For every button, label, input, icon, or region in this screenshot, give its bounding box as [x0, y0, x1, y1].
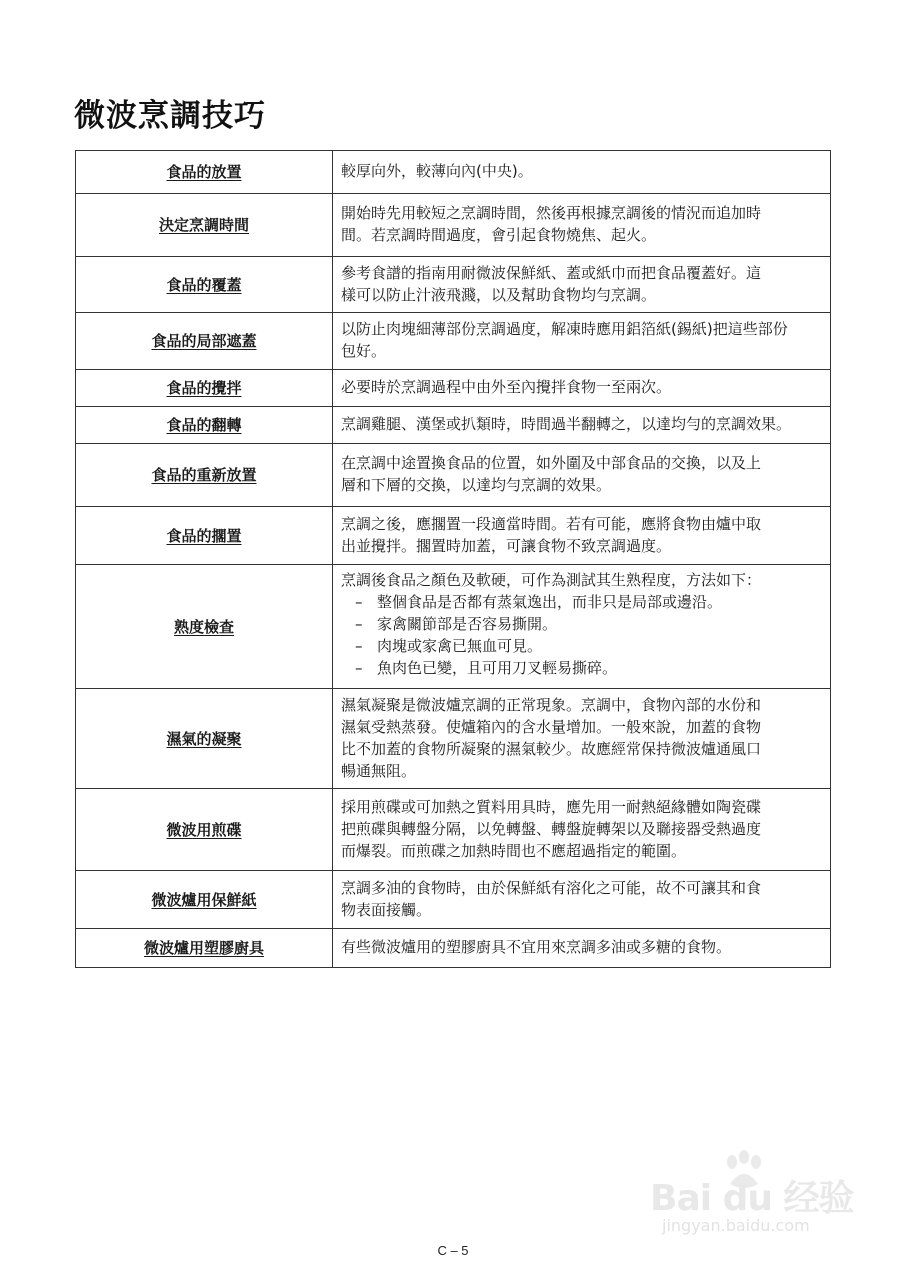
tip-row	[76, 257, 831, 313]
tip-label: 食品的翻轉	[76, 407, 333, 444]
check-list-text: 肉塊或家禽已無血可見。	[377, 637, 543, 655]
check-list-text: 魚肉色已變，且可用刀叉輕易撕碎。	[377, 659, 618, 677]
tip-row	[76, 444, 831, 507]
check-list-item	[355, 635, 820, 657]
tip-row	[76, 929, 831, 968]
tip-label: 熟度檢查	[76, 565, 333, 689]
tip-description	[333, 257, 831, 313]
tip-label: 食品的擱置	[76, 507, 333, 565]
description-line: 包好。	[341, 342, 387, 360]
description-line: 參考食譜的指南用耐微波保鮮紙、蓋或紙巾而把食品覆蓋好。這	[341, 263, 762, 282]
tip-label: 食品的重新放置	[76, 444, 333, 507]
dash-marker: –	[355, 659, 363, 677]
tip-description	[333, 313, 831, 370]
tip-description	[333, 929, 831, 968]
check-list-item	[355, 657, 820, 679]
description-line: 必要時於烹調過程中由外至內攪拌食物一至兩次。	[341, 378, 672, 396]
tip-row	[76, 789, 831, 871]
tip-description	[333, 689, 831, 789]
description-line: 濕氣凝聚是微波爐烹調的正常現象。烹調中，食物內部的水份和	[341, 695, 762, 714]
description-line: 樣可以防止汁液飛濺，以及幫助食物均勻烹調。	[341, 285, 657, 304]
description-line: 濕氣受熱蒸發。使爐箱內的含水量增加。一般來說，加蓋的食物	[341, 717, 762, 736]
tip-label: 食品的局部遮蓋	[76, 313, 333, 370]
description-line: 而爆裂。而煎碟之加熱時間也不應超過指定的範圍。	[341, 841, 687, 860]
tip-description	[333, 871, 831, 929]
description-line: 出並攪拌。擱置時加蓋，可讓食物不致烹調過度。	[341, 536, 672, 555]
tip-row	[76, 370, 831, 407]
tip-description	[333, 789, 831, 871]
description-line: 物表面接觸。	[341, 900, 432, 919]
tip-description	[333, 194, 831, 257]
description-line: 以防止肉塊細薄部份烹調過度，解凍時應用鋁箔紙(錫紙)把這些部份	[341, 320, 788, 338]
tip-label: 微波爐用塑膠廚具	[76, 929, 333, 968]
tip-description	[333, 507, 831, 565]
check-list-item	[355, 591, 820, 613]
description-line: 較厚向外，較薄向內(中央)。	[341, 162, 533, 180]
description-line: 開始時先用較短之烹調時間，然後再根據烹調後的情況而追加時	[341, 204, 762, 222]
cooking-tips-table	[75, 150, 831, 968]
tip-description	[333, 444, 831, 507]
baidu-watermark	[650, 1150, 870, 1240]
tip-label: 微波爐用保鮮紙	[76, 871, 333, 929]
tip-label: 食品的攪拌	[76, 370, 333, 407]
tip-row	[76, 689, 831, 789]
description-line: 烹調之後，應擱置一段適當時間。若有可能，應將食物由爐中取	[341, 514, 762, 533]
tip-row	[76, 407, 831, 444]
page-title: 微波烹調技巧	[74, 98, 266, 134]
dash-marker: –	[355, 593, 363, 611]
tip-label: 濕氣的凝聚	[76, 689, 333, 789]
watermark-url: jingyan.baidu.com	[662, 1216, 810, 1235]
tip-row	[76, 313, 831, 370]
tip-label: 微波用煎碟	[76, 789, 333, 871]
description-line: 把煎碟與轉盤分隔，以免轉盤、轉盤旋轉架以及聯接器受熱過度	[341, 819, 762, 838]
tip-description	[333, 370, 831, 407]
tip-row	[76, 194, 831, 257]
check-list-text: 整個食品是否都有蒸氣逸出，而非只是局部或邊沿。	[377, 593, 723, 611]
tip-label: 食品的放置	[76, 151, 333, 194]
check-list-item	[355, 613, 820, 635]
check-list	[341, 591, 820, 679]
tip-description	[333, 151, 831, 194]
dash-marker: –	[355, 637, 363, 655]
description-line: 在烹調中途置換食品的位置，如外圍及中部食品的交換，以及上	[341, 454, 762, 472]
description-line: 烹調雞腿、漢堡或扒類時，時間過半翻轉之，以達均勻的烹調效果。	[341, 415, 792, 433]
watermark-brand: Bai du 经验	[650, 1178, 854, 1219]
tip-row	[76, 507, 831, 565]
dash-marker: –	[355, 615, 363, 633]
description-line: 烹調後食品之顏色及軟硬，可作為測試其生熟程度，方法如下：	[341, 571, 762, 589]
description-line: 暢通無阻。	[341, 761, 417, 780]
tip-label: 食品的覆蓋	[76, 257, 333, 313]
tip-row	[76, 151, 831, 194]
page-number: C – 5	[437, 1243, 469, 1258]
tip-description	[333, 565, 831, 689]
check-list-text: 家禽關節部是否容易撕開。	[377, 615, 558, 633]
tip-row	[76, 871, 831, 929]
description-line: 層和下層的交換，以達均勻烹調的效果。	[341, 476, 612, 494]
tip-description	[333, 407, 831, 444]
tip-label: 決定烹調時間	[76, 194, 333, 257]
description-line: 間。若烹調時間過度，會引起食物燒焦、起火。	[341, 226, 657, 244]
description-line: 採用煎碟或可加熱之質料用具時，應先用一耐熱絕緣體如陶瓷碟	[341, 797, 762, 816]
description-line: 比不加蓋的食物所凝聚的濕氣較少。故應經常保持微波爐通風口	[341, 739, 762, 758]
description-line: 烹調多油的食物時，由於保鮮紙有溶化之可能，故不可讓其和食	[341, 878, 762, 897]
tip-row	[76, 565, 831, 689]
description-line: 有些微波爐用的塑膠廚具不宜用來烹調多油或多糖的食物。	[341, 938, 732, 956]
